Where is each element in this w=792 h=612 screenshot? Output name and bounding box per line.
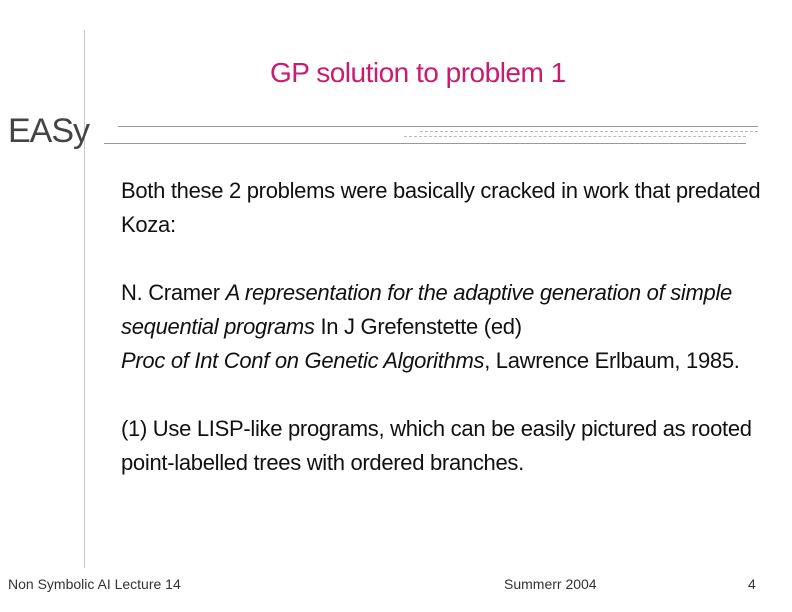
header-rule-top [118,126,758,127]
slide-body [121,174,761,514]
citation-publisher-year: , Lawrence Erlbaum, 1985. [484,348,740,373]
slide-title: GP solution to problem 1 [270,57,566,88]
citation-paragraph [121,276,761,378]
footer-term: Summerr 2004 [504,576,597,592]
citation-author: N. Cramer [121,280,226,305]
citation-proceedings: Proc of Int Conf on Genetic Algorithms [121,348,485,373]
left-divider-line [84,30,85,568]
easy-logo: EASy [8,112,90,150]
citation-paper-title: A representation for the adaptive generation of simple sequential programs [121,280,732,339]
header-rule-bottom [104,143,746,144]
intro-paragraph: Both these 2 problems were basically cracked in work that predated Koza: [121,178,761,237]
header-dashed-rule-bottom [404,136,746,137]
footer-course: Non Symbolic AI Lecture 14 [8,576,181,592]
header-dashed-rule-top [420,131,758,132]
footer-page-number: 4 [748,576,756,592]
point-one-paragraph: (1) Use LISP-like programs, which can be easily pictured as rooted point-labelled trees with ordered branches. [121,416,752,475]
citation-editor: In J Grefenstette (ed) [314,314,522,339]
